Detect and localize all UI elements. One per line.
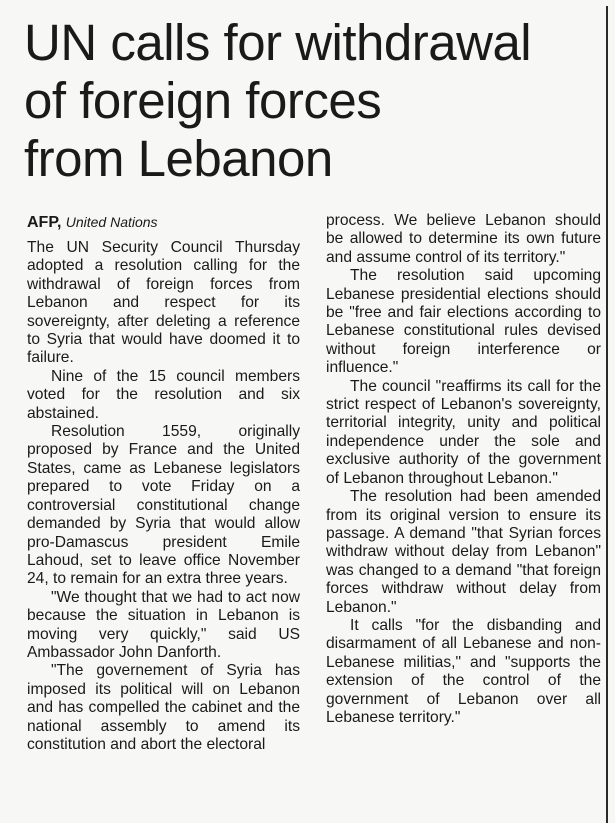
headline-line-1: UN calls for withdrawal: [24, 14, 532, 71]
article-paragraph: Resolution 1559, originally proposed by France and the United States, came as Lebanese legislators prepared to vote Friday on a controversial constitutional change demanded by Syria that would allow pro-Damascus president Emile Lahoud, set to leave office November 24, to remain for an extra three years.: [27, 423, 300, 588]
article-column-right: [326, 212, 601, 727]
headline-line-2: of foreign forces: [24, 72, 382, 129]
article-paragraph: "We thought that we had to act now because the situation in Lebanon is moving very quickly," said US Ambassador John Danforth.: [27, 588, 300, 661]
article-paragraph: The council "reaffirms its call for the strict respect of Lebanon's sovereignty, territorial integrity, unity and political independence under the sole and exclusive authority of the government of Lebanon throughout Lebanon.": [326, 377, 601, 487]
article-paragraph: The resolution said upcoming Lebanese presidential elections should be "free and fair elections according to Lebanese constitutional rules devised without foreign interference or influence.": [326, 267, 601, 377]
article-paragraph: The UN Security Council Thursday adopted a resolution calling for the withdrawal of foreign forces from Lebanon and respect for its sovereignty, after deleting a reference to Syria that would have doomed it to failure.: [27, 239, 300, 367]
article-paragraph: The resolution had been amended from its original version to ensure its passage. A demand "that Syrian forces withdraw without delay from Lebanon" was changed to a demand "that foreign forces withdraw without delay from Lebanon.": [326, 488, 601, 616]
article-paragraph: It calls "for the disbanding and disarmament of all Lebanese and non-Lebanese militias," and "supports the extension of the control of the government of Lebanon over all Lebanese territory.": [326, 616, 601, 726]
article-column-left: [27, 212, 300, 754]
byline: [27, 212, 300, 233]
column-rule: [606, 6, 608, 823]
headline: [24, 14, 604, 188]
headline-line-3: from Lebanon: [24, 130, 333, 187]
byline-place: United Nations: [65, 214, 158, 230]
article-paragraph: "The governement of Syria has imposed its political will on Lebanon and has compelled the cabinet and the national assembly to amend its constitution and abort the electoral: [27, 662, 300, 753]
article-paragraph-continuation: process. We believe Lebanon should be allowed to determine its own future and assume control of its territory.": [326, 212, 601, 266]
article-paragraph: Nine of the 15 council members voted for the resolution and six abstained.: [27, 367, 300, 422]
byline-agency: AFP,: [27, 214, 62, 231]
